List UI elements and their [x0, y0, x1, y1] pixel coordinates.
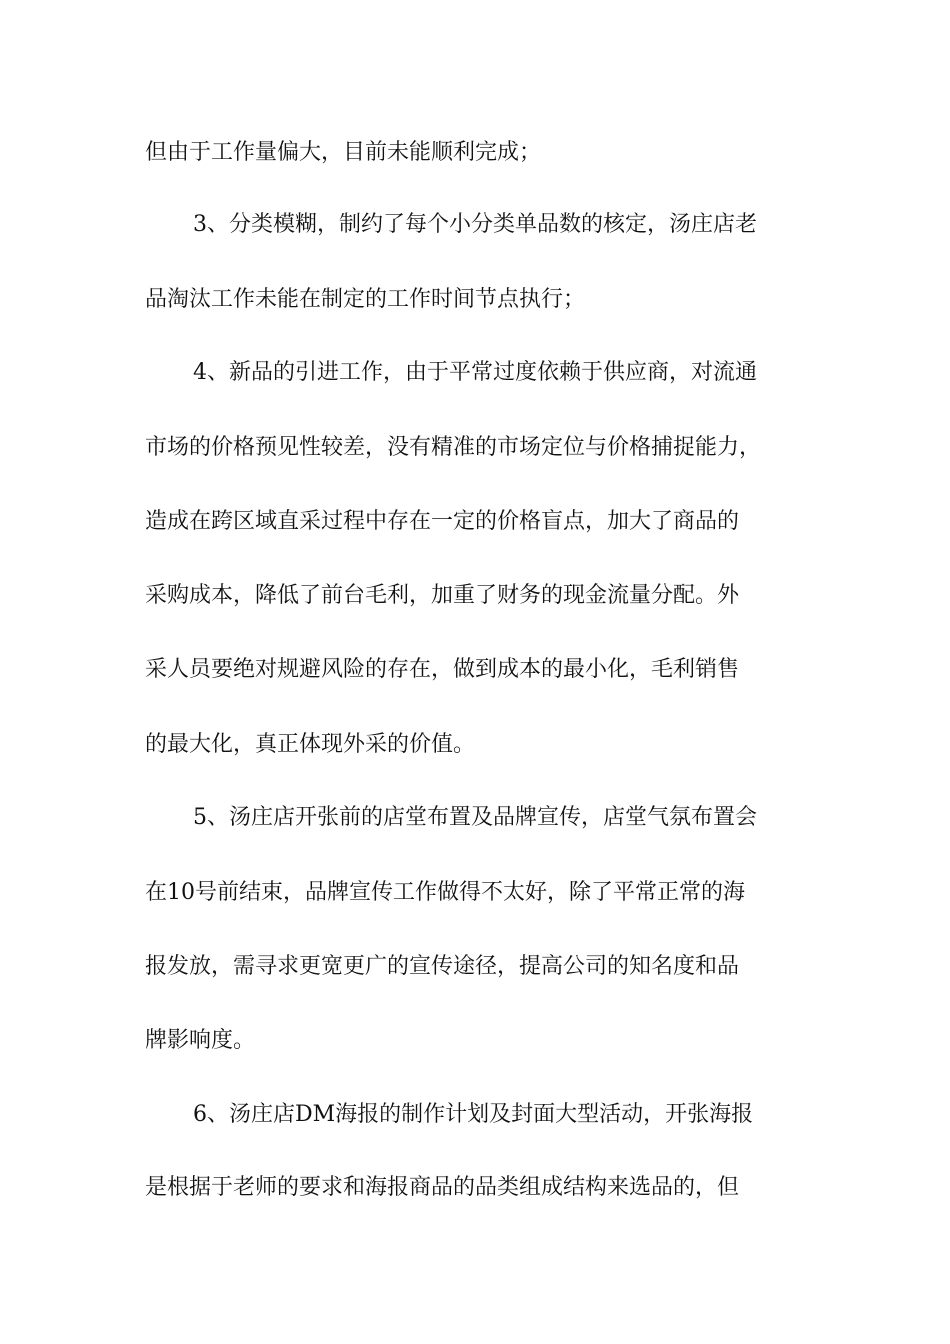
text-line: 6、汤庄店DM海报的制作计划及封面大型活动，开张海报 [193, 1102, 754, 1127]
text-line: 采人员要绝对规避风险的存在，做到成本的最小化，毛利销售 [145, 657, 740, 682]
text-line: 品淘汰工作未能在制定的工作时间节点执行； [145, 287, 586, 312]
text-line: 是根据于老师的要求和海报商品的品类组成结构来选品的，但 [145, 1175, 740, 1200]
text-line: 5、汤庄店开张前的店堂布置及品牌宣传，店堂气氛布置会 [193, 805, 757, 830]
text-line: 但由于工作量偏大，目前未能顺利完成； [145, 140, 542, 165]
text-line: 市场的价格预见性较差，没有精准的市场定位与价格捕捉能力， [145, 435, 762, 460]
text-line: 牌影响度。 [145, 1028, 256, 1053]
text-line: 3、分类模糊，制约了每个小分类单品数的核定，汤庄店老 [193, 212, 757, 237]
text-line: 采购成本，降低了前台毛利，加重了财务的现金流量分配。外 [145, 583, 740, 608]
text-line: 造成在跨区域直采过程中存在一定的价格盲点，加大了商品的 [145, 509, 740, 534]
text-line: 在10号前结束，品牌宣传工作做得不太好，除了平常正常的海 [145, 880, 745, 905]
text-line: 的最大化，真正体现外采的价值。 [145, 732, 476, 757]
text-line: 4、新品的引进工作，由于平常过度依赖于供应商，对流通 [193, 360, 757, 385]
text-line: 报发放，需寻求更宽更广的宣传途径，提高公司的知名度和品 [145, 954, 740, 979]
